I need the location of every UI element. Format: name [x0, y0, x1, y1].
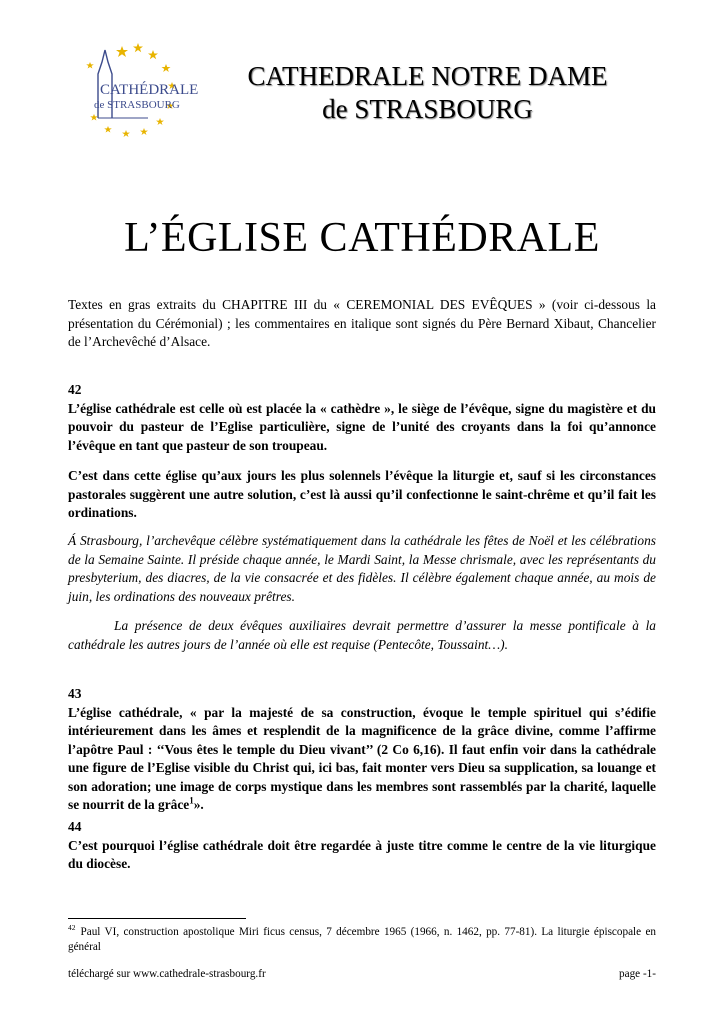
document-title: L’ÉGLISE CATHÉDRALE: [124, 215, 600, 261]
header-line-2: de STRASBOURG: [322, 94, 533, 124]
section-43: [68, 685, 656, 815]
section-number: 44: [68, 819, 82, 834]
section-43-body: L’église cathédrale, « par la majesté de sa construction, évoque le temple spirituel qui s’édifie intérieurement dans les âmes et resplendit de la magnificence de la grâce divine, comme l’affirme l’apôtre Paul : ‘‘Vous êtes le temple du Dieu vivant’’ (2 Co 6,16). Il faut enfin voir dans la cathédrale une figure de l’Eglise visible du Christ qui, ici bas, fait monter vers Dieu sa supplication, sa louange et son adoration; une image de corps mystique dans les membres sont rassemblés par la charité, laquelle se nourrit de la grâce: [68, 704, 656, 812]
page-number: page -1-: [619, 968, 656, 980]
section-44: [68, 818, 656, 874]
section-42: [68, 381, 656, 455]
intro-paragraph: Textes en gras extraits du CHAPITRE III du « CEREMONIAL DES EVÊQUES » (voir ci-dessous la présentation du Cérémonial) ; les commentaires en italique sont signés du Père Bernard Xibaut, Chancelier de l’Archevêché d’Alsace.: [68, 297, 656, 349]
footnote-text: Paul VI, construction apostolique Miri ficus census, 7 décembre 1965 (1966, n. 1462, pp. 77-81). La liturgie épiscopale en général: [68, 926, 656, 953]
section-42-text-1: L’église cathédrale est celle où est placée la « cathèdre », le siège de l’évêque, signe du magistère et du pouvoir du pasteur de l’Eglise particulière, signe de l’unité des croyants dans la foi qu’annonce l’évêque en tant que pasteur de son troupeau.: [68, 400, 656, 453]
section-43-text: [68, 704, 656, 815]
section-number: 42: [68, 382, 82, 397]
header-line-1: CATHEDRALE NOTRE DAME: [247, 61, 608, 91]
commentary-paragraph-2: La présence de deux évêques auxiliaires devrait permettre d’assurer la messe pontificale à la cathédrale les autres jours de l’année où elle est requise (Pentecôte, Toussaint…).: [68, 618, 656, 652]
section-44-text: C’est pourquoi l’église cathédrale doit être regardée à juste titre comme le centre de la vie liturgique du diocèse.: [68, 837, 656, 871]
header-title: [200, 60, 655, 126]
section-number: 43: [68, 686, 82, 701]
cathedral-logo: [78, 40, 199, 140]
footer-source: téléchargé sur www.cathedrale-strasbourg.fr: [68, 968, 266, 980]
footnote-number: 42: [68, 923, 76, 933]
footnote-divider: [68, 918, 246, 919]
footnote-reference[interactable]: 1: [189, 795, 194, 806]
section-42-text-2: C’est dans cette église qu’aux jours les plus solennels l’évêque la liturgie et, sauf si les circonstances pastorales suggèrent une autre solution, c’est là aussi qu’il confectionne le saint-chrême et qu’il fait les ordinations.: [68, 468, 656, 520]
logo-subtitle: de STRASBOURG: [94, 99, 180, 111]
commentary-paragraph-1: Á Strasbourg, l’archevêque célèbre systématiquement dans la cathédrale les fêtes de Noël et les célébrations de la Semaine Sainte. Il préside chaque année, le Mardi Saint, la Messe chrismale, avec les représentants du presbyterium, des diacres, de la vie consacrée et des fidèles. Il célèbre également chaque année, au mois de juin, les ordinations des nouveaux prêtres.: [68, 533, 656, 604]
section-43-end: ».: [193, 797, 204, 812]
footnote: [68, 925, 656, 955]
logo-wordmark: CATHÉDRALE: [100, 82, 199, 98]
